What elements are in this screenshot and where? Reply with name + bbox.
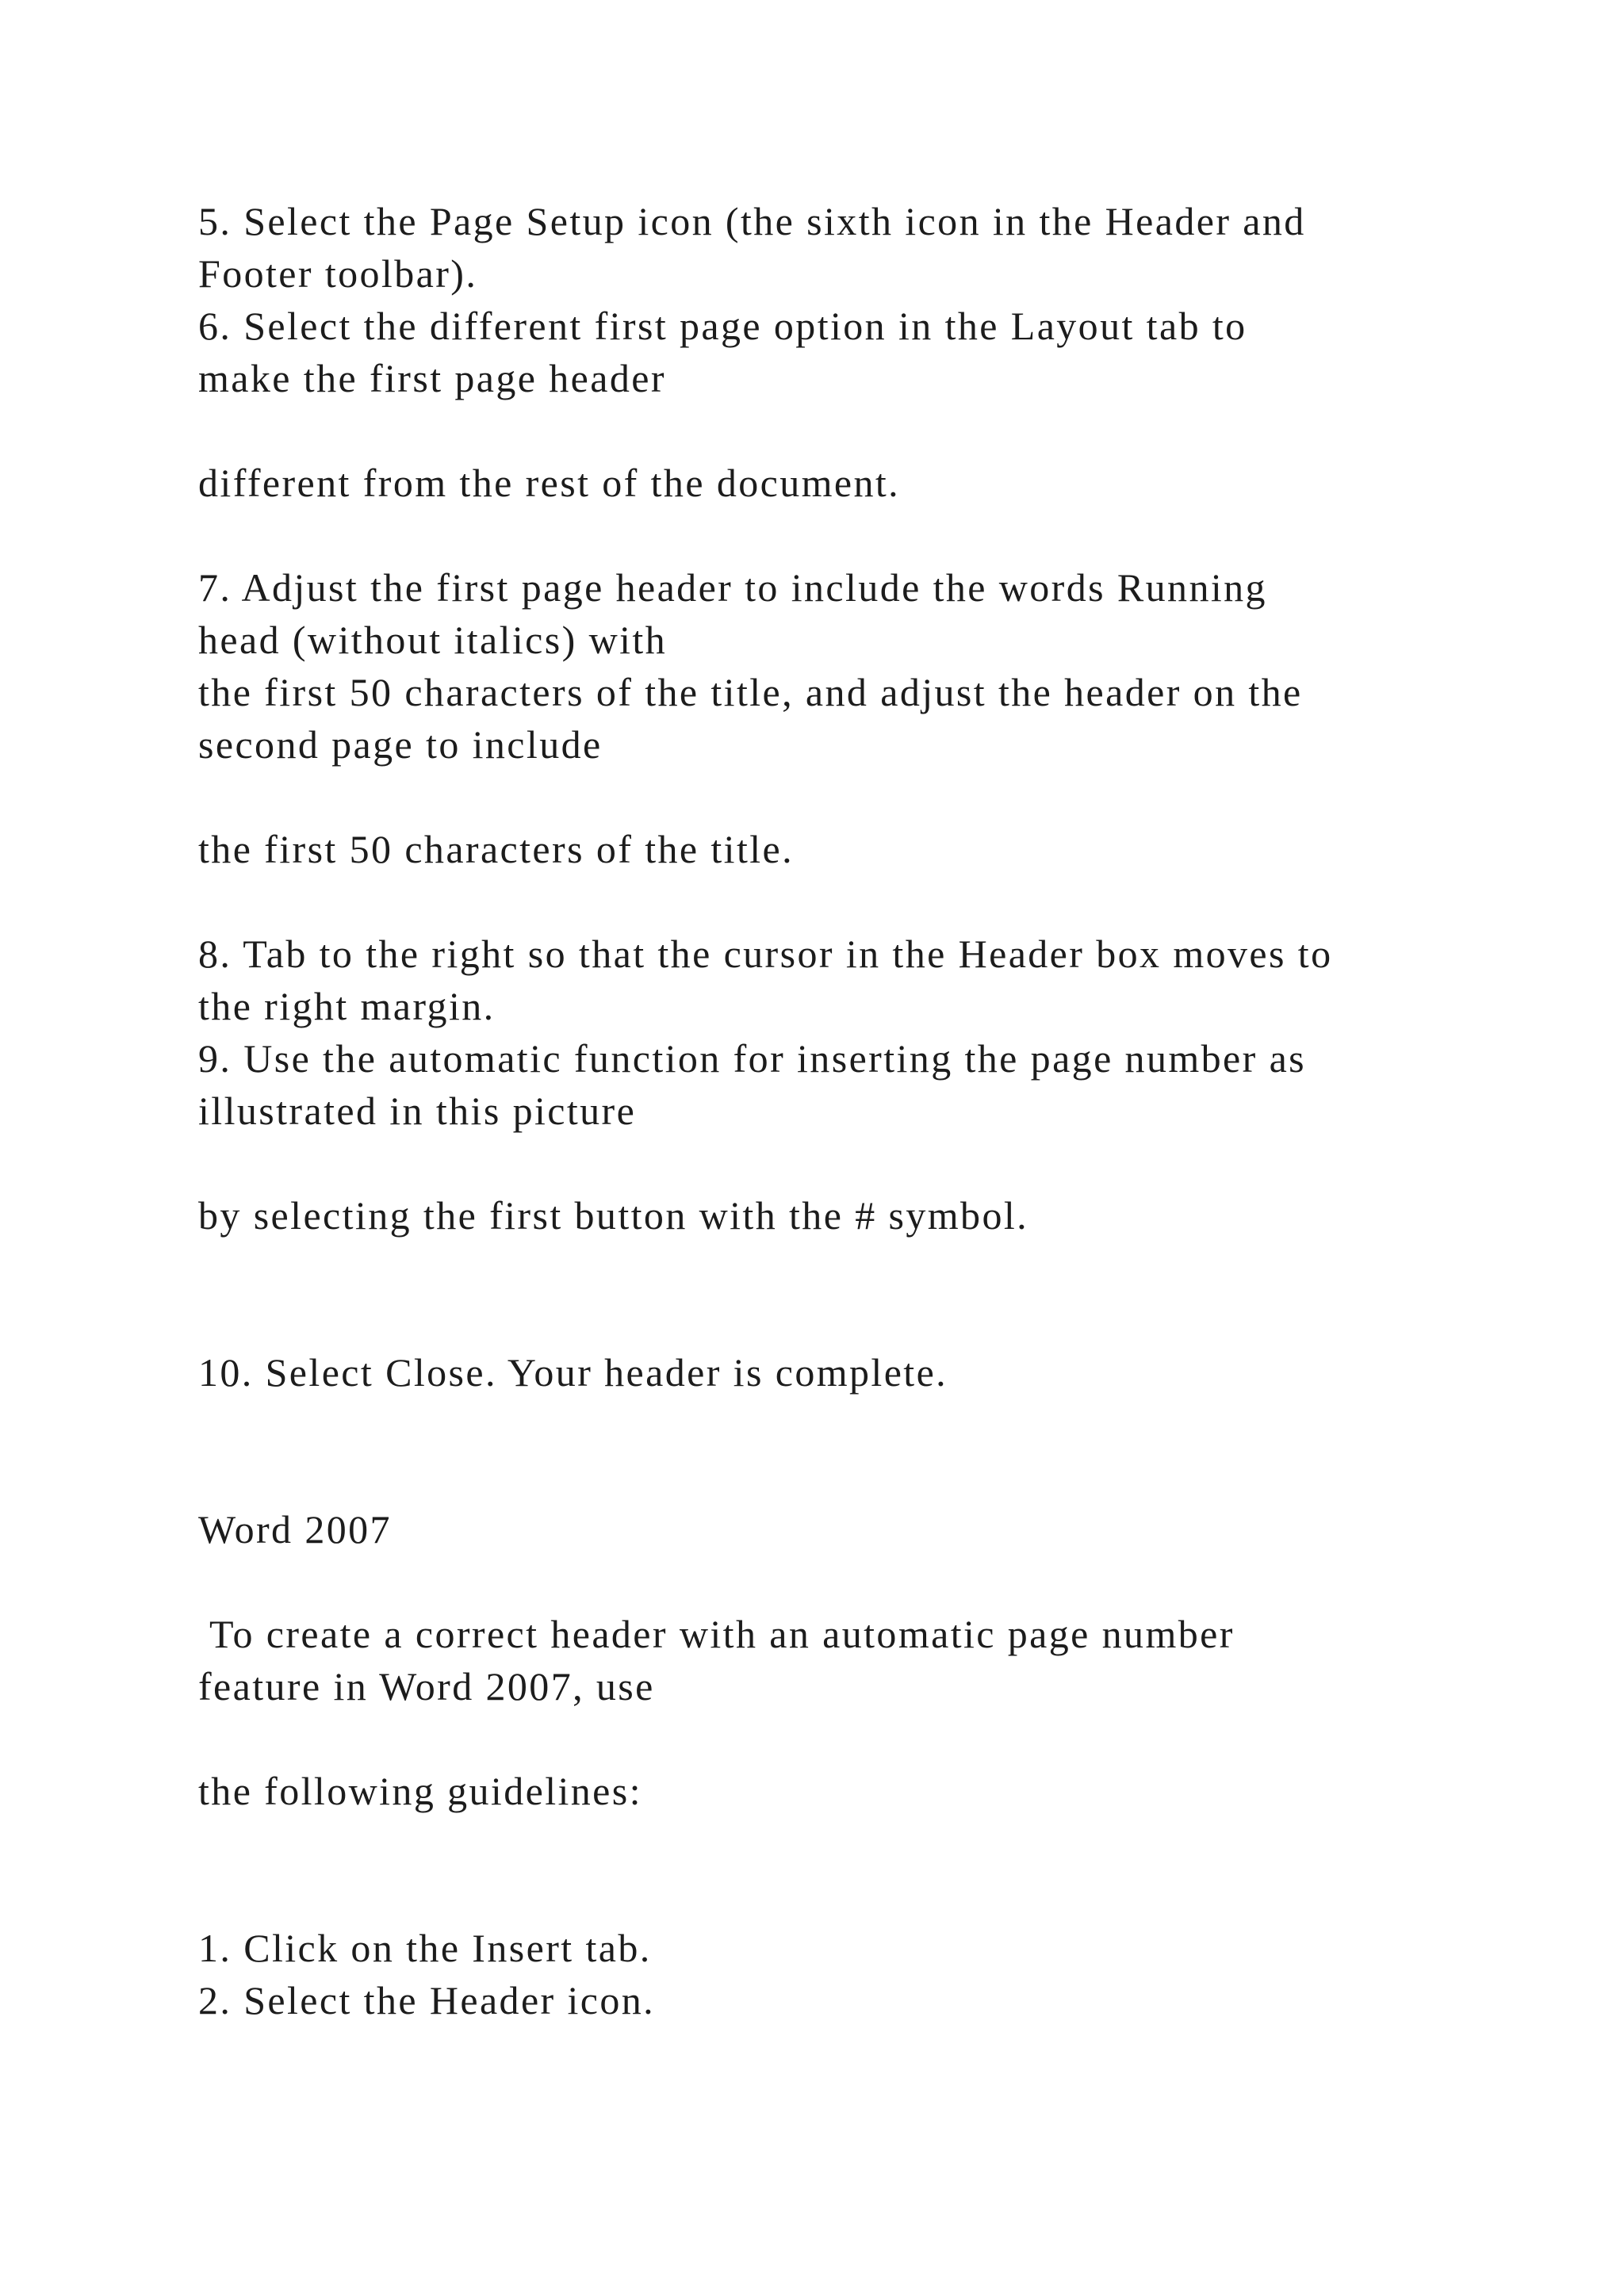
text-line: make the first page header	[198, 356, 666, 400]
text-line: 5. Select the Page Setup icon (the sixth icon in the Header and	[198, 199, 1306, 243]
text-line: different from the rest of the document.	[198, 461, 901, 505]
text-line: 2. Select the Header icon.	[198, 1978, 656, 2022]
section-heading: Word 2007	[198, 1507, 392, 1552]
text-line: the first 50 characters of the title, and adjust the header on the	[198, 670, 1303, 714]
text-line: the right margin.	[198, 984, 496, 1028]
text-line: second page to include	[198, 722, 603, 767]
text-line: To create a correct header with an automatic page number	[198, 1612, 1235, 1656]
text-line: Footer toolbar).	[198, 251, 478, 296]
text-line: 10. Select Close. Your header is complete.	[198, 1350, 948, 1395]
text-line: the following guidelines:	[198, 1769, 642, 1813]
text-line: by selecting the first button with the # symbol.	[198, 1193, 1029, 1238]
text-line: 6. Select the different first page option in the Layout tab to	[198, 304, 1247, 348]
text-line: head (without italics) with	[198, 618, 668, 662]
text-line: feature in Word 2007, use	[198, 1664, 655, 1709]
text-line: illustrated in this picture	[198, 1089, 637, 1133]
text-line: 8. Tab to the right so that the cursor in the Header box moves to	[198, 932, 1333, 976]
text-line: the first 50 characters of the title.	[198, 827, 795, 871]
text-line: 7. Adjust the first page header to include the words Running	[198, 565, 1267, 610]
text-line: 1. Click on the Insert tab.	[198, 1926, 652, 1970]
text-line: 9. Use the automatic function for inserting the page number as	[198, 1036, 1307, 1081]
